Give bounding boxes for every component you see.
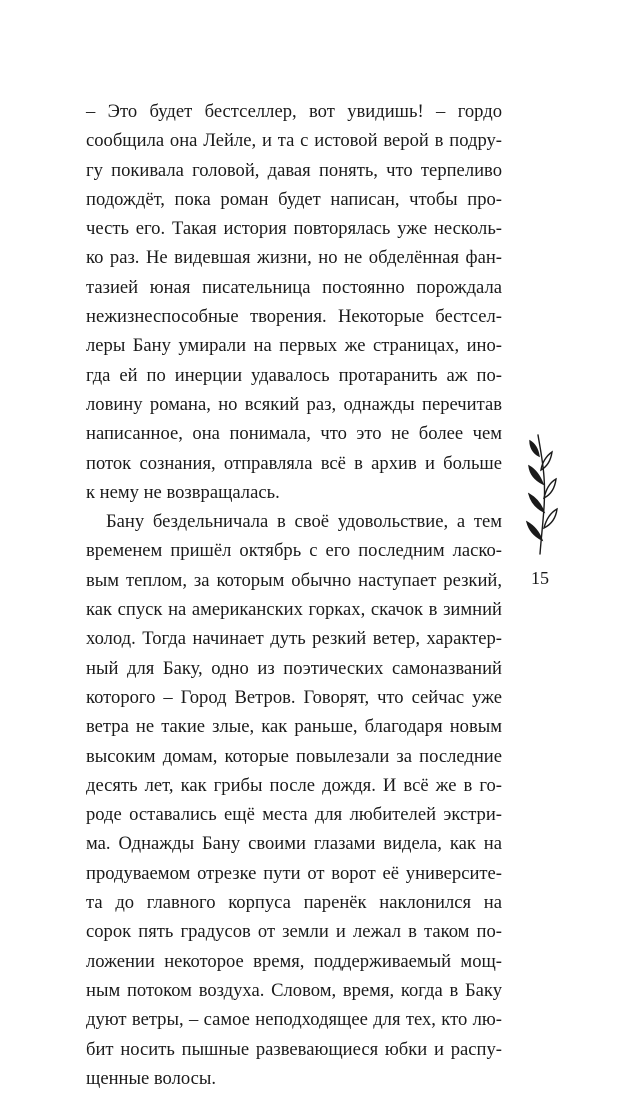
text-line: к нему не возвращалась. <box>86 481 280 503</box>
text-line: десять лет, как грибы после дождя. И всё же в го- <box>86 774 502 796</box>
book-text <box>86 97 502 1093</box>
text-line: которого – Город Ветров. Говорят, что сейчас уже <box>86 686 502 708</box>
text-line: роде оставались ещё места для любителей экстри- <box>86 804 502 826</box>
text-line: леры Бану умирали на первых же страницах, ино- <box>86 335 502 357</box>
text-line: ный для Баку, одно из поэтических самоназваний <box>86 657 502 679</box>
text-line: нежизнеспособные творения. Некоторые бестсел- <box>86 306 502 328</box>
leaf-sprig-icon <box>520 432 562 556</box>
text-line: поток сознания, отправляла всё в архив и больше <box>86 452 502 474</box>
text-line: подождёт, пока роман будет написан, чтобы про- <box>86 188 502 210</box>
text-line: временем пришёл октябрь с его последним ласко- <box>86 540 502 562</box>
text-line: ветра не такие злые, как раньше, благодаря новым <box>86 716 502 738</box>
text-line: честь его. Такая история повторялась уже несколь- <box>86 218 502 240</box>
text-line: ма. Однажды Бану своими глазами видела, как на <box>86 833 502 855</box>
text-line: как спуск на американских горках, скачок в зимний <box>86 599 502 621</box>
text-line: ко раз. Не видевшая жизни, но не обделённая фан- <box>86 247 502 269</box>
text-line: щенные волосы. <box>86 1067 217 1089</box>
text-line: гу покивала головой, давая понять, что терпеливо <box>86 159 502 181</box>
text-line: бит носить пышные развевающиеся юбки и распу- <box>86 1038 502 1060</box>
text-line: ным потоком воздуха. Словом, время, когда в Баку <box>86 979 502 1001</box>
text-line: высоким домам, которые повылезали за последние <box>86 745 502 767</box>
text-line: Бану бездельничала в своё удовольствие, а тем <box>106 511 502 533</box>
text-line: – Это будет бестселлер, вот увидишь! – гордо <box>86 101 502 122</box>
text-line: дуют ветры, – самое неподходящее для тех, кто лю- <box>86 1009 502 1031</box>
text-line: написанное, она понимала, что это не более чем <box>86 423 502 445</box>
text-line: та до главного корпуса паренёк наклонился на <box>86 892 502 914</box>
text-line: ложении некоторое время, поддерживаемый мощ- <box>86 950 502 972</box>
text-line: продуваемом отрезке пути от ворот её университе- <box>86 862 502 884</box>
text-line: вым теплом, за которым обычно наступает резкий, <box>86 569 502 591</box>
text-line: сорок пять градусов от земли и лежал в таком по- <box>86 921 502 943</box>
text-line: сообщила она Лейле, и та с истовой верой в подру- <box>86 130 502 152</box>
paragraph-1 <box>86 97 502 507</box>
text-line: тазией юная писательница постоянно порождала <box>86 276 502 298</box>
text-line: гда ей по инерции удавалось протаранить аж по- <box>86 364 502 386</box>
text-line: ловину романа, но всякий раз, однажды перечитав <box>86 393 502 415</box>
page-number: 15 <box>531 568 549 588</box>
paragraph-2 <box>86 507 502 1093</box>
text-line: холод. Тогда начинает дуть резкий ветер, характер- <box>86 628 502 650</box>
